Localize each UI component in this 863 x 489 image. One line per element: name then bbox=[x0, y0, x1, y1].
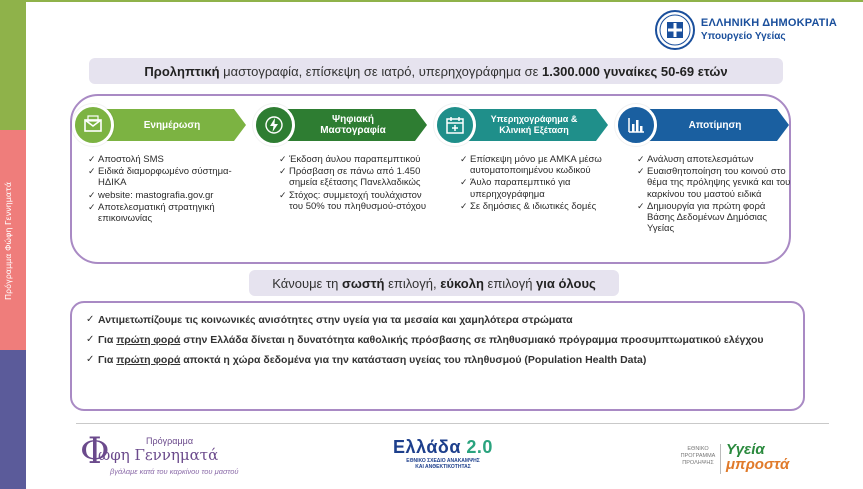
list-item: ✓ Ειδικά διαμορφωμένο σύστημα-ΗΔΙΚΑ bbox=[88, 166, 232, 189]
ygeia-word1: Υγεία bbox=[726, 441, 765, 458]
step-apotimisi bbox=[615, 104, 795, 235]
banner2-part1: Κάνουμε τη bbox=[272, 275, 342, 291]
gov-header bbox=[655, 10, 837, 50]
list-item: ✓ Σε δημόσιες & ιδιωτικές δομές bbox=[460, 200, 597, 212]
top-banner bbox=[89, 58, 783, 84]
benefit-item: ✓ Αντιμετωπίζουμε τις κοινωνικές ανισότητες στην υγεία για τα μεσαία και χαμηλότερα στρώματα bbox=[86, 314, 573, 326]
benefits-box bbox=[70, 301, 805, 411]
step-list bbox=[72, 154, 252, 224]
banner2-part3: επιλογή, bbox=[384, 275, 441, 291]
list-item: ✓ website: mastografia.gov.gr bbox=[88, 189, 214, 201]
ygeia-divider bbox=[720, 444, 721, 474]
list-item: ✓ Πρόσβαση σε πάνω από 1.450 σημεία εξέτασης Πανελλαδικώς bbox=[279, 166, 421, 189]
step-title: Ψηφιακή Μαστογραφία bbox=[320, 114, 386, 136]
benefit-item: ✓ Για πρώτη φορά στην Ελλάδα δίνεται η δυνατότητα καθολικής πρόσβασης σε πληθυσμιακό πρόγραμμα προσυμπτωματικού ελέγχου bbox=[86, 334, 764, 346]
banner-part3: 1.300.000 γυναίκες 50-69 ετών bbox=[542, 63, 728, 79]
ellada-2-0-logo bbox=[378, 437, 508, 481]
envelope-icon bbox=[82, 114, 104, 136]
gov-subtitle: Υπουργείο Υγείας bbox=[700, 31, 786, 42]
banner2-part2: σωστή bbox=[341, 275, 385, 291]
list-item: ✓ Αποτελεσματική στρατηγική επικοινωνίας bbox=[88, 201, 215, 225]
greek-emblem-icon bbox=[655, 10, 695, 50]
ygeia-small-text: ΕΘΝΙΚΟ ΠΡΟΓΡΑΜΜΑ ΠΡΟΛΗΨΗΣ bbox=[680, 446, 716, 466]
list-item: ✓ Ανάλυση αποτελεσμάτων bbox=[637, 154, 754, 165]
ellada-sub1: ΕΘΝΙΚΟ ΣΧΕΔΙΟ ΑΝΑΚΑΜΨΗΣ bbox=[406, 458, 480, 464]
check-icon: ✓ bbox=[86, 334, 95, 345]
gov-title: ΕΛΛΗΝΙΚΗ ΔΗΜΟΚΡΑΤΙΑ bbox=[700, 17, 837, 29]
step-list bbox=[253, 154, 433, 212]
list-item: ✓ Ευαισθητοποίηση του κοινού στο θέμα της πρόληψης γενικά και του καρκίνου του μαστού ειδικά bbox=[637, 166, 791, 200]
step-list bbox=[615, 154, 795, 234]
check-icon: ✓ bbox=[86, 314, 95, 325]
ygeia-mprosta-logo bbox=[666, 440, 806, 480]
list-item: ✓ Στόχος: συμμετοχή τουλάχιστον του 50% του πληθυσμού-στόχου bbox=[279, 189, 427, 212]
list-item: ✓ Αποστολή SMS bbox=[88, 154, 164, 165]
step-title: Αποτίμηση bbox=[688, 119, 742, 131]
top-accent-line bbox=[26, 0, 863, 2]
fofi-name: ώφη Γεννηματά bbox=[98, 446, 219, 464]
step-icon-circle bbox=[615, 104, 657, 146]
side-strip-purple bbox=[0, 350, 26, 489]
banner2-part5: επιλογή bbox=[483, 275, 537, 291]
footer-divider bbox=[76, 423, 829, 424]
fofi-tagline: βγάλαμε κατά του καρκίνου του μαστού bbox=[110, 467, 239, 476]
step-enimerosi bbox=[72, 104, 252, 225]
step-icon-circle bbox=[72, 104, 114, 146]
side-strip-label: Πρόγραμμα Φώφη Γεννηματά bbox=[4, 181, 13, 300]
lightning-icon bbox=[263, 114, 285, 136]
middle-banner bbox=[249, 270, 619, 296]
fofi-gennimata-logo bbox=[80, 432, 240, 482]
step-list bbox=[434, 154, 614, 212]
step-title: Υπερηχογράφημα & Κλινική Εξέταση bbox=[490, 114, 578, 135]
step-title: Ενημέρωση bbox=[143, 119, 201, 131]
list-item: ✓ Επίσκεψη μόνο με ΑΜΚΑ μέσω αυτοματοποιημένου κωδικού bbox=[460, 154, 602, 177]
side-strip-green bbox=[0, 0, 26, 130]
calendar-icon bbox=[444, 114, 466, 136]
list-item: ✓ Δημιουργία για πρώτη φορά Βάσης Δεδομένων Δημόσιας Υγείας bbox=[637, 200, 767, 235]
fofi-program-label: Πρόγραμμα bbox=[146, 436, 194, 446]
fofi-phi-glyph: Φ bbox=[80, 431, 110, 472]
list-item: ✓ Έκδοση άυλου παραπεμπτικού bbox=[279, 154, 421, 165]
ellada-sub2: ΚΑΙ ΑΝΘΕΚΤΙΚΟΤΗΤΑΣ bbox=[415, 464, 471, 470]
step-icon-circle bbox=[253, 104, 295, 146]
ellada-word: Ελλάδα bbox=[393, 437, 461, 457]
banner-part2: μαστογραφία, επίσκεψη σε ιατρό, υπερηχογράφημα σε bbox=[219, 63, 543, 79]
step-icon-circle bbox=[434, 104, 476, 146]
check-icon: ✓ bbox=[86, 354, 95, 365]
step-psifiaki-mastografia bbox=[253, 104, 433, 213]
benefit-item: ✓ Για πρώτη φορά αποκτά η χώρα δεδομένα για την κατάσταση υγείας του πληθυσμού (Population Health Data) bbox=[86, 354, 647, 366]
step-yperixografima bbox=[434, 104, 614, 213]
side-strip bbox=[0, 0, 26, 489]
banner2-part6: για όλους bbox=[536, 275, 596, 291]
banner-part1: Προληπτική bbox=[144, 63, 220, 79]
list-item: ✓ Άυλο παραπεμπτικό για υπερηχογράφημα bbox=[460, 177, 571, 200]
ellada-number: 2.0 bbox=[466, 437, 493, 457]
banner2-part4: εύκολη bbox=[440, 275, 484, 291]
ygeia-word2: μπροστά bbox=[726, 456, 790, 473]
bar-chart-icon bbox=[625, 114, 647, 136]
